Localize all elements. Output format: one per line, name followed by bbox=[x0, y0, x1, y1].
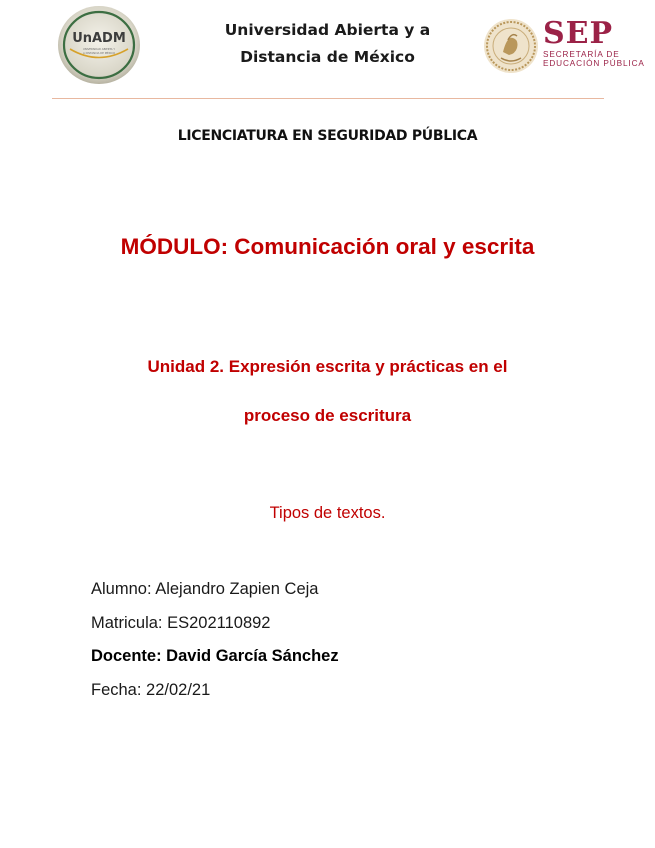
student-info bbox=[91, 577, 339, 711]
mexico-seal-icon bbox=[483, 18, 539, 74]
unit-title-line1: Unidad 2. Expresión escrita y prácticas en el bbox=[147, 357, 508, 376]
university-name bbox=[200, 17, 455, 71]
unit-title-line2: proceso de escritura bbox=[243, 406, 412, 425]
enrollment-number: Matricula: ES202110892 bbox=[91, 613, 271, 632]
university-name-line1: Universidad Abierta y a bbox=[224, 21, 431, 39]
sep-logo-subtitle-line1: SECRETARÍA DE bbox=[543, 50, 620, 59]
unit-title bbox=[70, 342, 585, 440]
topic-title: Tipos de textos. bbox=[269, 504, 386, 522]
module-title: MÓDULO: Comunicación oral y escrita bbox=[120, 234, 535, 259]
university-name-line2: Distancia de México bbox=[240, 48, 415, 66]
sep-logo bbox=[543, 18, 653, 68]
student-name: Alumno: Alejandro Zapien Ceja bbox=[91, 580, 319, 598]
svg-text:UNIVERSIDAD ABIERTA Y: UNIVERSIDAD ABIERTA Y bbox=[83, 48, 115, 51]
sep-logo-word: SEP bbox=[543, 16, 614, 51]
svg-text:A DISTANCIA DE MÉXICO: A DISTANCIA DE MÉXICO bbox=[82, 52, 116, 55]
header-divider bbox=[52, 98, 604, 99]
date: Fecha: 22/02/21 bbox=[91, 680, 211, 699]
unadm-logo bbox=[56, 4, 142, 86]
sep-logo-subtitle-line2: EDUCACIÓN PÚBLICA bbox=[543, 59, 645, 68]
svg-text:UnADM: UnADM bbox=[72, 31, 126, 46]
program-title: LICENCIATURA EN SEGURIDAD PÚBLICA bbox=[177, 128, 478, 144]
teacher-name: Docente: David García Sánchez bbox=[91, 647, 339, 665]
